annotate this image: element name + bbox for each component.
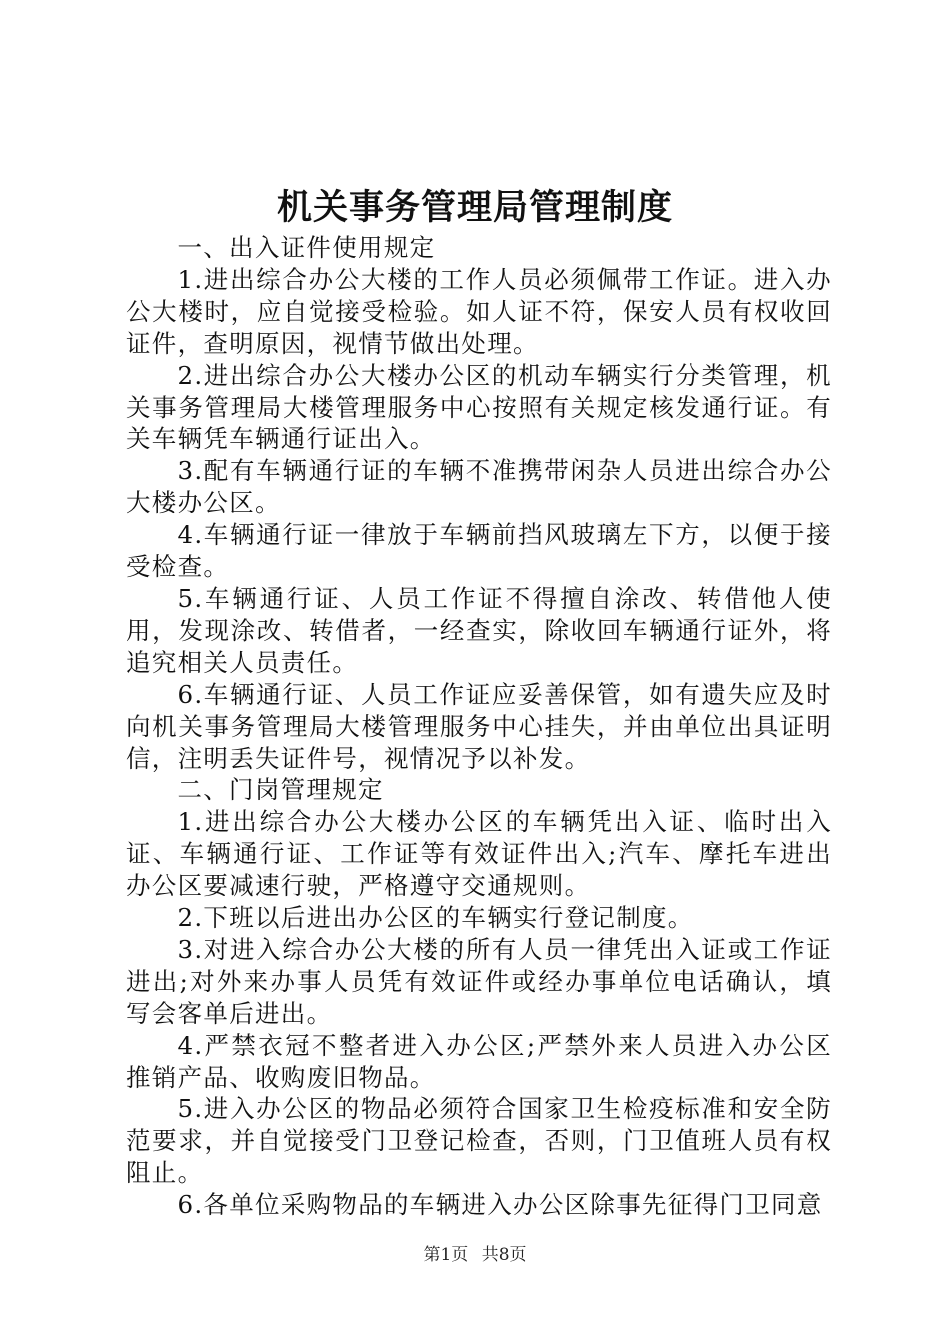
paragraph: 5.进入办公区的物品必须符合国家卫生检疫标准和安全防范要求，并自觉接受门卫登记检查，否则，门卫值班人员有权阻止。	[126, 1094, 832, 1188]
paragraph: 6.各单位采购物品的车辆进入办公区除事先征得门卫同意	[177, 1190, 823, 1220]
paragraph: 3.配有车辆通行证的车辆不准携带闲杂人员进出综合办公大楼办公区。	[126, 456, 832, 518]
page-total: 共8页	[481, 1245, 527, 1265]
section-heading: 一、出入证件使用规定	[177, 233, 436, 262]
document-body	[126, 232, 832, 1221]
paragraph: 1.进出综合办公大楼办公区的车辆凭出入证、临时出入证、车辆通行证、工作证等有效证件出入;汽车、摩托车进出办公区要减速行驶，严格遵守交通规则。	[126, 807, 832, 901]
paragraph: 2.下班以后进出办公区的车辆实行登记制度。	[177, 903, 694, 933]
document-title: 机关事务管理局管理制度	[276, 187, 673, 228]
page-number: 第1页	[423, 1245, 469, 1265]
paragraph: 6.车辆通行证、人员工作证应妥善保管，如有遗失应及时向机关事务管理局大楼管理服务中心挂失，并由单位出具证明信，注明丢失证件号，视情况予以补发。	[126, 679, 832, 773]
paragraph: 3.对进入综合办公大楼的所有人员一律凭出入证或工作证进出;对外来办事人员凭有效证件或经办事单位电话确认，填写会客单后进出。	[126, 934, 832, 1028]
paragraph: 1.进出综合办公大楼的工作人员必须佩带工作证。进入办公大楼时，应自觉接受检验。如人证不符，保安人员有权收回证件，查明原因，视情节做出处理。	[126, 264, 832, 358]
section-heading: 二、门岗管理规定	[177, 775, 384, 805]
page-footer	[0, 1243, 950, 1267]
paragraph: 4.严禁衣冠不整者进入办公区;严禁外来人员进入办公区推销产品、收购废旧物品。	[126, 1030, 832, 1092]
paragraph: 4.车辆通行证一律放于车辆前挡风玻璃左下方，以便于接受检查。	[126, 520, 832, 582]
paragraph: 5.车辆通行证、人员工作证不得擅自涂改、转借他人使用，发现涂改、转借者，一经查实，除收回车辆通行证外，将追究相关人员责任。	[126, 583, 832, 677]
paragraph: 2.进出综合办公大楼办公区的机动车辆实行分类管理，机关事务管理局大楼管理服务中心按照有关规定核发通行证。有关车辆凭车辆通行证出入。	[126, 360, 832, 454]
